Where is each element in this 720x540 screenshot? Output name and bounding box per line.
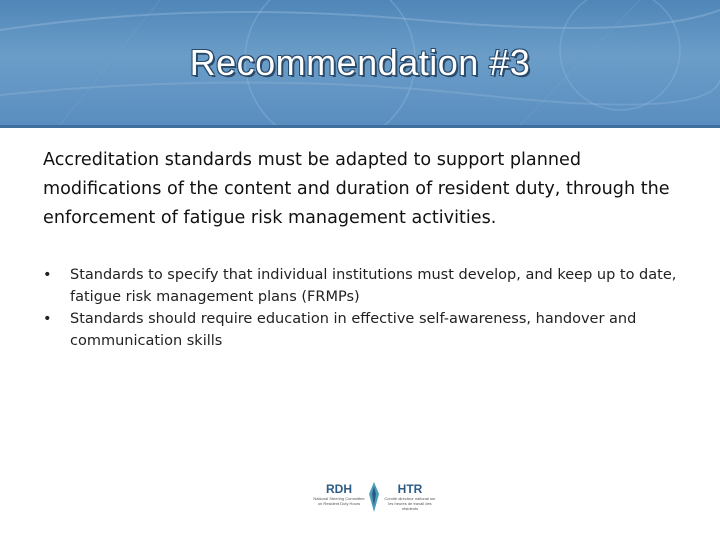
logo-emblem-icon [366, 482, 382, 512]
title-banner [0, 0, 720, 125]
title-divider [0, 125, 720, 128]
bullet-marker: • [43, 311, 52, 327]
lead-paragraph: Accreditation standards must be adapted to support planned modifications of the content and duration of resident duty, through the enforcement of fatigue risk management activities. [43, 150, 670, 228]
logo-sub-english: National Steering Committee on Resident Duty Hours [313, 496, 365, 506]
bullet-text: Standards to specify that individual institutions must develop, and keep up to date, fatigue risk management plans (FRMPs) [70, 267, 677, 305]
bullet-list [43, 264, 693, 352]
bullet-marker: • [43, 267, 52, 283]
bullet-item [43, 308, 693, 352]
bullet-text: Standards should require education in effective self-awareness, handover and communication skills [70, 311, 637, 349]
logo-abbr-htr: HTR [397, 482, 423, 496]
slide-title: Recommendation #3 [189, 42, 531, 83]
logo-abbr-rdh: RDH [326, 482, 352, 496]
organization-logo [312, 482, 434, 524]
logo-sub-french: Comité directeur national sur les heures de travail des résidents [384, 496, 436, 511]
logo-left-block [312, 482, 366, 506]
logo-right-block [382, 482, 438, 511]
bullet-item [43, 264, 693, 308]
